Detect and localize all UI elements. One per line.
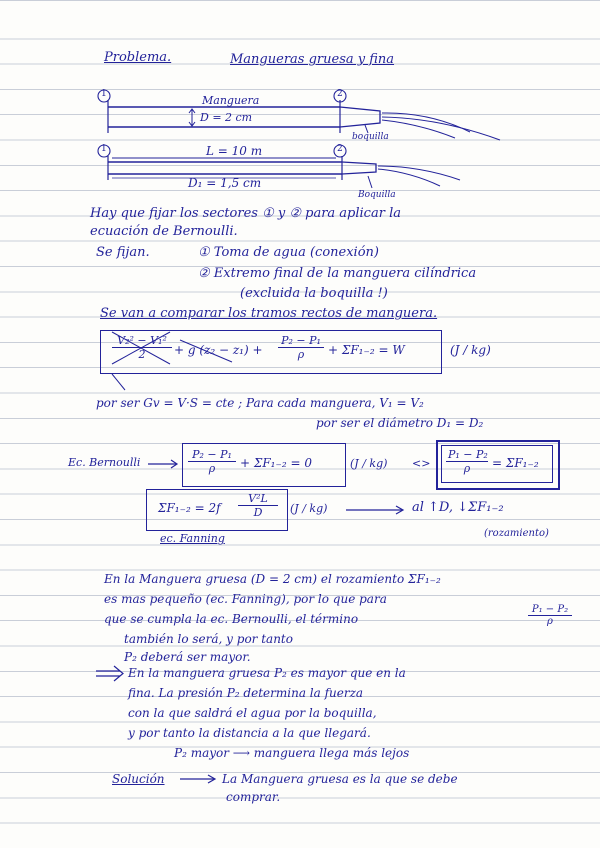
- eq2-p-num: P₂ − P₁: [188, 448, 236, 462]
- conclusion-line-5: P₂ deberá ser mayor.: [124, 650, 251, 664]
- d1-hose-label: Manguera: [202, 94, 260, 107]
- eq2-label: Ec. Bernoulli: [68, 456, 141, 469]
- conclusion-line-8: con la que saldrá el agua por la boquilla,: [128, 706, 377, 720]
- d1-nozzle-label: boquilla: [352, 132, 389, 142]
- solution-label: Solución: [112, 772, 165, 786]
- conclusion-line-1: En la Manguera gruesa (D = 2 cm) el rozamiento ΣF₁₋₂: [104, 572, 441, 586]
- eq2-units: (J / kg): [350, 457, 388, 470]
- conclusion-frac-num: P₁ − P₂: [528, 604, 572, 616]
- conclusion-frac-den: ρ: [547, 616, 553, 627]
- list-item-2-note: (excluida la boquilla !): [240, 286, 388, 301]
- eq2-result-rest: = ΣF₁₋₂: [492, 456, 539, 470]
- eq1-p-num: P₂ − P₁: [278, 334, 324, 348]
- conclusion-line-7: fina. La presión P₂ determina la fuerza: [128, 686, 364, 700]
- text-line-bernoulli: ecuación de Bernoulli.: [90, 224, 238, 239]
- eq3-label: ec. Fanning: [160, 532, 225, 545]
- d2-diameter: D₁ = 1,5 cm: [188, 176, 262, 190]
- d2-point1-label: 1: [101, 144, 107, 154]
- list-item-2: ② Extremo final de la manguera cilíndrica: [198, 266, 477, 281]
- eq3-units: (J / kg): [290, 502, 328, 515]
- text-line-sectors: Hay que fijar los sectores ① y ② para aplicar la: [90, 206, 401, 221]
- continuity-line-2: por ser el diámetro D₁ = D₂: [316, 416, 484, 430]
- eq3-f-num: V²L: [238, 492, 278, 506]
- eq1-v-num: V₂² − V₁²: [112, 334, 172, 348]
- solution-text: La Manguera gruesa es la que se debe: [222, 772, 458, 786]
- eq1-v-den: 2: [138, 348, 146, 361]
- eq2-p-den: ρ: [208, 462, 216, 475]
- eq2-rest: + ΣF₁₋₂ = 0: [240, 456, 312, 470]
- eq3-note: (rozamiento): [484, 528, 549, 539]
- d1-point1-label: 1: [101, 89, 107, 99]
- eq2-equivalence: <>: [412, 457, 431, 470]
- eq1-units: (J / kg): [450, 343, 491, 357]
- d1-diameter: D = 2 cm: [200, 111, 253, 124]
- eq1-gravity-term: + g (z₂ − z₁) +: [174, 343, 263, 357]
- conclusion-line-3: que se cumpla la ec. Bernoulli, el término: [104, 612, 359, 626]
- eq3-left: ΣF₁₋₂ = 2f: [158, 501, 221, 515]
- d1-point2-label: 2: [337, 89, 343, 99]
- eq1-p-den: ρ: [297, 348, 305, 361]
- list-item-1: ① Toma de agua (conexión): [198, 245, 379, 260]
- d2-nozzle-label: Boquilla: [358, 190, 396, 200]
- problem-label: Problema.: [104, 50, 172, 65]
- eq2-p2-den: ρ: [463, 462, 471, 475]
- eq1-rest: + ΣF₁₋₂ = W: [328, 343, 405, 357]
- conclusion-line-10: P₂ mayor ⟶ manguera llega más lejos: [174, 746, 410, 760]
- eq2-p2-num: P₁ − P₂: [448, 448, 488, 461]
- problem-title: Mangueras gruesa y fina: [230, 52, 395, 67]
- d2-point2-label: 2: [337, 144, 343, 154]
- solution-text-2: comprar.: [226, 790, 281, 804]
- text-compare: Se van a comparar los tramos rectos de manguera.: [100, 306, 438, 321]
- eq3-result: al ↑D, ↓ΣF₁₋₂: [412, 500, 504, 515]
- eq3-f-den: D: [253, 506, 263, 519]
- d2-length: L = 10 m: [206, 144, 263, 158]
- conclusion-line-4: también lo será, y por tanto: [124, 632, 293, 646]
- continuity-line-1: por ser Gv = V·S = cte ; Para cada manguera, V₁ = V₂: [96, 396, 424, 410]
- conclusion-line-2: es mas pequeño (ec. Fanning), por lo que para: [104, 592, 387, 606]
- text-se-fijan: Se fijan.: [96, 245, 150, 260]
- conclusion-line-9: y por tanto la distancia a la que llegará.: [128, 726, 371, 740]
- conclusion-line-6: En la manguera gruesa P₂ es mayor que en la: [128, 666, 406, 680]
